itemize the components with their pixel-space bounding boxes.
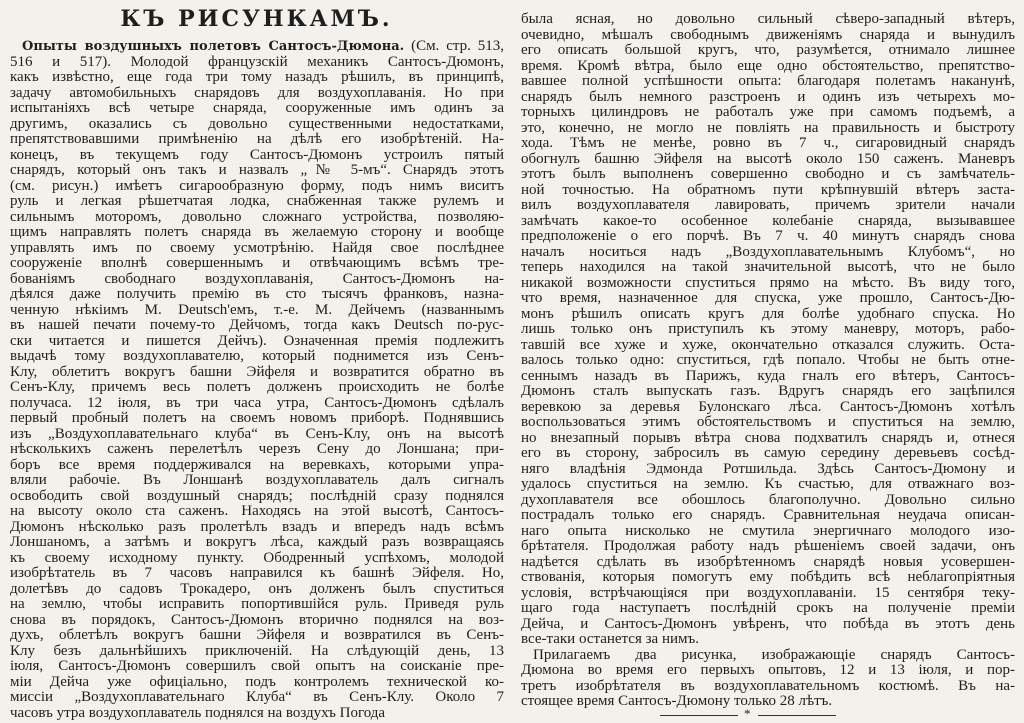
text-line: вляли рабочіе. Въ Лоншанѣ воздухоплаватель далъ сигналъ bbox=[10, 472, 504, 488]
text-line: на землю, чтобы исправить попортившійся руль. Приведя руль bbox=[10, 596, 504, 612]
text-line: руль и легкая рѣшетчатая лодка, снабженная также рулемъ и bbox=[10, 193, 504, 209]
text-line: все-таки останется за нимъ. bbox=[521, 631, 699, 647]
text-line: была ясная, но довольно сильный сѣверо-западный вѣтеръ, bbox=[521, 11, 1015, 27]
text-line: первый пробный полетъ на своемъ новомъ приборѣ. Поднявшись bbox=[10, 410, 504, 426]
text-line: ченную нѣкіимъ M. Deutsch'емъ, т.-е. М. Дейчемъ (названнымъ bbox=[10, 301, 504, 318]
article-lead-title: Опыты воздушныхъ полетовъ Сантосъ-Дюмона. bbox=[22, 39, 405, 54]
text-line: очевидно, мѣшалъ свободнымъ движеніямъ снаряда и вынудилъ bbox=[521, 26, 1015, 43]
text-line: никакой возможности спуститься прямо на мѣсто. Въ виду того, bbox=[521, 274, 1015, 291]
text-line: часовъ утра воздухоплаватель поднялся на воздухъ Погода bbox=[10, 704, 386, 721]
separator-rule bbox=[758, 715, 836, 716]
text-line: этотъ былъ выполненъ совершенно свободно и съ замѣчатель- bbox=[521, 166, 1015, 182]
text-line: веревкою за деревья Булонскаго лѣса. Сантосъ-Дюмонъ хотѣлъ bbox=[521, 398, 1015, 415]
text-line: изобрѣтатель въ 7 часовъ направился къ башнѣ Эйфеля. Но, bbox=[10, 565, 504, 581]
text-line: няго владѣнія Эдмонда Ротшильда. Здѣсь Сантосъ-Дюмону и bbox=[521, 460, 1015, 477]
text-line: долетѣвъ до садовъ Трокадеро, онъ долженъ былъ спуститься bbox=[10, 580, 504, 597]
separator-asterisk: * bbox=[744, 706, 751, 721]
text-line: міи Дейча уже офиціально, подъ контролемъ технической ко- bbox=[10, 673, 504, 690]
text-line: условія, встрѣчающіяся при воздухоплаваніи. 15 сентября теку- bbox=[521, 584, 1015, 601]
text-line: наго опыта нисколько не смутила энергичнаго молодого изо- bbox=[521, 522, 1015, 539]
text-line: другимъ, оказались съ довольно существенными недостатками, bbox=[10, 115, 504, 132]
text-line: къ своему исходному пункту. Ободренный успѣхомъ, молодой bbox=[10, 549, 504, 566]
text-line: (см. рисун.) имѣетъ сигарообразную форму, подъ нимъ виситъ bbox=[10, 177, 504, 194]
text-line: Дюмонъ нѣсколько разъ пролетѣлъ взадъ и впередъ надъ всѣмъ bbox=[10, 518, 504, 535]
text-line: дѣялся даже получить премію въ сто тысячъ франковъ, назна- bbox=[10, 286, 504, 302]
text-line: торныхъ цилиндровъ не работалъ уже при самомъ подъемѣ, а bbox=[521, 104, 1015, 120]
text-line: управлять имъ по своему усмотрѣнію. Найдя свое послѣднее bbox=[10, 239, 504, 256]
text-line: вавшее полной успѣшности опыта: благодаря полетамъ наканунѣ, bbox=[521, 73, 1015, 89]
text-line: это, конечно, не могло не повліять на правильность и быстроту bbox=[521, 119, 1015, 136]
text-line: Дейча, и Сантосъ-Дюмонъ увѣренъ, что побѣда въ этотъ день bbox=[521, 615, 1015, 632]
text-line: щаго года наступаетъ послѣдній срокъ на полученіе преміи bbox=[521, 600, 1015, 616]
text-line: снарядъ, который онъ такъ и назвалъ „№ 5-мъ“. Снарядъ этотъ bbox=[10, 162, 504, 178]
text-line: снова въ порядокъ, Сантосъ-Дюмонъ вторично поднялся на воз- bbox=[10, 611, 504, 628]
text-line: теперь находился на такой значительной высотѣ, что не было bbox=[521, 259, 1015, 275]
text-line: стоящее время Сантосъ-Дюмону только 28 лѣтъ. bbox=[521, 693, 833, 709]
text-line: обогнулъ башню Эйфеля на высотѣ около 150 саженъ. Маневръ bbox=[521, 150, 1015, 167]
text-line: сооруженіе вполнѣ совершеннымъ и отвѣчающимъ всѣмъ тре- bbox=[10, 255, 504, 271]
text-line: получаса. 12 іюля, въ три часа утра, Сантосъ-Дюмонъ сдѣлалъ bbox=[10, 394, 504, 411]
text-line: брѣтателя. Продолжая работу надъ рѣшеніемъ своей задачи, онъ bbox=[521, 538, 1015, 554]
text-line: щимъ направлять полетъ снаряда въ желаемую сторону и вообще bbox=[10, 224, 504, 240]
text-line: началъ носиться надъ „Воздухоплавательнымъ Клубомъ“, но bbox=[521, 243, 1015, 260]
text-line: Дюмонъ сталъ выпускать газъ. Вдругъ снарядъ его зацѣпился bbox=[521, 383, 1015, 399]
article-heading: КЪ РИСУНКАМЪ. bbox=[120, 6, 393, 32]
text-line: іюля, Сантосъ-Дюмонъ совершилъ свой опытъ на соисканіе пре- bbox=[10, 658, 504, 674]
text-line: что время, назначенное для спуска, уже прошло, Сантосъ-Дю- bbox=[521, 290, 1015, 306]
section-separator bbox=[660, 706, 840, 721]
text-line: предположеніе о его порчѣ. Въ 7 ч. 40 минутъ снарядъ снова bbox=[521, 228, 1015, 244]
text-line: боръ все время поддерживался на веревкахъ, которыми упра- bbox=[10, 456, 504, 473]
text-line: духъ, облетѣлъ вокругъ башни Эйфеля и возвратился въ Сенъ- bbox=[10, 627, 504, 643]
text-line: миссіи „Воздухоплавательнаго Клуба“ въ Сенъ-Клу. Около 7 bbox=[10, 689, 504, 705]
text-line: сеннымъ назадъ въ Парижъ, куда гналъ его вѣтеръ, Сантосъ- bbox=[521, 367, 1015, 384]
text-line: Клу безъ дальнѣйшихъ приключеній. На слѣдующій день, 13 bbox=[10, 642, 504, 659]
text-line: 516 и 517). Молодой французскій механикъ Сантосъ-Дюмонъ, bbox=[10, 53, 504, 70]
text-line: нѣсколькихъ саженъ перелетѣлъ черезъ Сену до Лоншана; при- bbox=[10, 441, 504, 457]
text-line: бованіямъ свободнаго воздухоплаванія, Сантосъ-Дюмонъ на- bbox=[10, 270, 504, 287]
text-line: Клу, облетитъ вокругъ башни Эйфеля и возвратится обратно въ bbox=[10, 363, 504, 380]
text-line: надѣется сдѣлать въ изобрѣтенномъ снарядѣ новыя усовершен- bbox=[521, 553, 1015, 570]
text-line: на высоту около ста саженъ. Находясь на этой высотѣ, Сантосъ- bbox=[10, 503, 504, 519]
text-line: удалось спуститься на землю. Къ счастью, для отважнаго воз- bbox=[521, 476, 1015, 492]
text-line: замѣчать какое-то особенное колебаніе снаряда, вызывавшее bbox=[521, 212, 1015, 229]
text-line: хода. Тѣмъ не менѣе, ровно въ 7 ч., сигаровидный снарядъ bbox=[521, 135, 1015, 151]
left-column bbox=[10, 39, 504, 721]
text-line: ски читается и пишется Дейчъ). Означенная премія подлежитъ bbox=[10, 332, 504, 349]
text-line: его въ сторону, забросилъ въ самую середину деревьевъ сосѣд- bbox=[521, 445, 1015, 461]
text-line: задачу автомобильныхъ снарядовъ для воздухоплаванія. Но при bbox=[10, 84, 504, 101]
text-line: выдачѣ тому воздухоплавателю, который поднимется изъ Сенъ- bbox=[10, 348, 504, 364]
article-lead-text: (См. стр. 513, bbox=[404, 38, 504, 54]
text-line: вилъ воздухоплавателя лавировать, причемъ зрители начали bbox=[521, 197, 1015, 213]
text-line: духоплавателя все обошлось благополучно. Довольно сильно bbox=[521, 491, 1015, 508]
text-line: освободить свой воздушный снарядъ; послѣдній сразу поднялся bbox=[10, 487, 504, 504]
right-column bbox=[521, 12, 1015, 710]
text-line: какъ извѣстно, еще года три тому назадъ рѣшилъ, въ принципѣ, bbox=[10, 69, 504, 85]
text-line: его описать большой кругъ, что, разумѣется, отнимало лишнее bbox=[521, 42, 1015, 58]
text-line: сильнымъ моторомъ, довольно сложнаго устройства, позволяю- bbox=[10, 208, 504, 225]
text-line: тавшій все хуже и хуже, окончательно отказался служить. Оста- bbox=[521, 336, 1015, 353]
separator-rule bbox=[660, 715, 738, 716]
text-line: ной точностью. На обратномъ пути крѣпнувшій вѣтеръ заста- bbox=[521, 181, 1015, 198]
text-line: Дюмона во время его первыхъ опытовъ, 12 и 13 іюля, и пор- bbox=[521, 662, 1015, 678]
text-line: валось только одно: спуститься, гдѣ попало. Чтобы не быть отне- bbox=[521, 352, 1015, 368]
text-line: изъ „Воздухоплавательнаго клуба“ въ Сенъ-Клу, онъ на высотѣ bbox=[10, 425, 504, 442]
text-line: Лоншаномъ, а затѣмъ и вокругъ лѣса, каждый разъ возвращаясь bbox=[10, 534, 504, 550]
text-line: Сенъ-Клу, причемъ весь полетъ долженъ происходить не болѣе bbox=[10, 379, 504, 395]
text-line: испытаніяхъ всѣ четыре снаряда, сооруженные имъ одинъ за bbox=[10, 100, 504, 116]
text-line: въ нашей печати почему-то Дейчомъ, тогда какъ Deutsch по-рус- bbox=[10, 317, 504, 333]
text-line: снарядъ былъ немного разстроенъ и одинъ изъ четырехъ мо- bbox=[521, 88, 1015, 105]
text-line: третъ изобрѣтателя въ воздухоплавательномъ костюмѣ. Въ на- bbox=[521, 677, 1015, 694]
text-line: монъ рѣшилъ описать кругъ для болѣе удобнаго спуска. Но bbox=[521, 305, 1015, 322]
text-line: ствованія, которыя помогутъ ему побѣдить всѣ неблагопріятныя bbox=[521, 569, 1015, 585]
text-line: пострадалъ только его снарядъ. Сравнительная неудача описан- bbox=[521, 507, 1015, 523]
text-line: Прилагаемъ два рисунка, изображающіе снарядъ Сантосъ- bbox=[533, 646, 1015, 663]
text-line: но внезапный порывъ вѣтра снова подхватилъ снарядъ и, отнеся bbox=[521, 429, 1015, 446]
text-line: воспользоваться этимъ обстоятельствомъ и спуститься на землю, bbox=[521, 414, 1015, 430]
text-line: лишь только онъ приступилъ къ этому маневру, моторъ, рабо- bbox=[521, 321, 1015, 337]
text-line: конецъ, въ текущемъ году Сантосъ-Дюмонъ устроилъ пятый bbox=[10, 146, 504, 163]
text-line: препятствовавшими примѣненію на дѣлѣ его изобрѣтеній. На- bbox=[10, 131, 504, 147]
text-line bbox=[10, 39, 504, 55]
text-line: время. Кромѣ вѣтра, было еще одно обстоятельство, препятство- bbox=[521, 57, 1015, 74]
